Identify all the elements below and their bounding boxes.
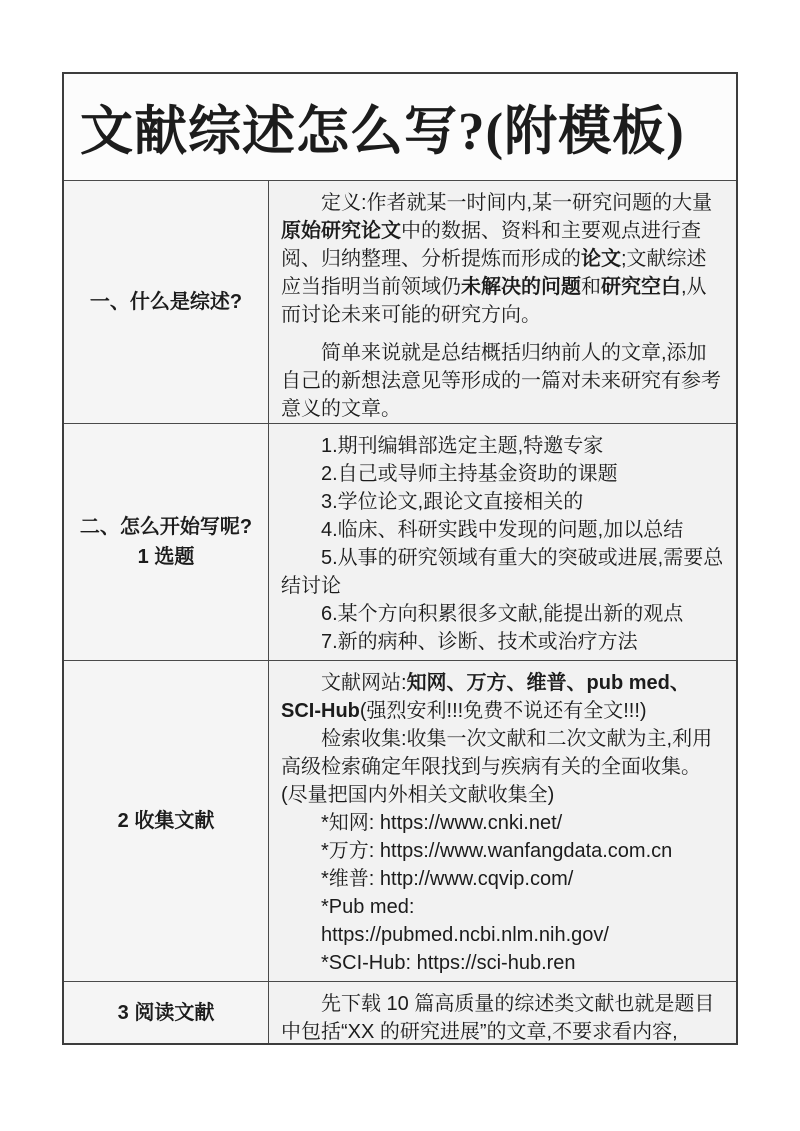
paragraph — [281, 189, 726, 329]
paragraph — [281, 600, 726, 628]
text-segment: 研究空白 — [601, 276, 681, 298]
document-title: 文献综述怎么写?(附模板) — [64, 74, 736, 180]
text-segment: 知网、万方、维普、pub med、SCI-Hub — [281, 672, 690, 722]
header-line: 3 阅读文献 — [117, 1001, 215, 1024]
text-segment: 和 — [581, 276, 601, 298]
table-row-topic-selection — [64, 423, 736, 660]
paragraph — [281, 669, 726, 725]
text-segment: 先下载 10 篇高质量的综述类文献也就是题目中包括“XX 的研究进展”的文章,不要求看内容, — [281, 993, 715, 1043]
text-segment: 5.从事的研究领域有重大的突破或进展,需要总结讨论 — [281, 547, 724, 597]
text-segment: 简单来说就是总结概括归纳前人的文章,添加自己的新想法意见等形成的一篇对未来研究有参考意义的文章。 — [281, 342, 721, 420]
text-segment: ,从而讨论未来可能的研究方向。 — [281, 276, 707, 326]
text-segment: *Pub med: — [321, 896, 415, 918]
text-segment: 未解决的问题 — [461, 276, 581, 298]
row-header-read-literature — [64, 982, 269, 1043]
paragraph — [281, 837, 726, 865]
paragraph — [281, 725, 726, 809]
text-segment: 3.学位论文,跟论文直接相关的 — [321, 491, 584, 513]
text-segment: 7.新的病种、诊断、技术或治疗方法 — [321, 631, 638, 653]
paragraph — [281, 628, 726, 656]
row-header-collect-literature — [64, 661, 269, 981]
text-segment: 原始研究论文 — [281, 220, 401, 242]
table-row-collect-literature — [64, 660, 736, 981]
paragraph — [281, 865, 726, 893]
row-header-what-is-review — [64, 181, 269, 423]
paragraph — [281, 544, 726, 600]
text-segment: 中的数据、资料和主要观点进行查阅、归纳整理、分析提炼而形成的 — [281, 220, 701, 270]
text-segment: *知网: https://www.cnki.net/ — [321, 812, 563, 834]
paragraph — [281, 516, 726, 544]
header-line: 1 选题 — [137, 546, 195, 568]
header-line: 二、怎么开始写呢? — [79, 516, 253, 538]
text-segment: 1.期刊编辑部选定主题,特邀专家 — [321, 435, 604, 457]
text-segment: *维普: http://www.cqvip.com/ — [321, 868, 574, 890]
document-table — [62, 72, 738, 1045]
text-segment: (强烈安利!!!免费不说还有全文!!!) — [359, 700, 647, 722]
paragraph — [281, 949, 726, 977]
paragraph — [281, 460, 726, 488]
row-content-collect-literature — [269, 661, 736, 981]
text-segment: 检索收集:收集一次文献和二次文献为主,利用高级检索确定年限找到与疾病有关的全面收集。(尽量把国内外相关文献收集全) — [281, 728, 713, 806]
row-header-topic-selection — [64, 424, 269, 660]
paragraph — [281, 893, 726, 921]
text-segment: 2.自己或导师主持基金资助的课题 — [321, 463, 618, 485]
paragraph — [281, 488, 726, 516]
text-segment: 6.某个方向积累很多文献,能提出新的观点 — [321, 603, 684, 625]
paragraph — [281, 432, 726, 460]
paragraph — [281, 339, 726, 423]
text-segment: 文献网站: — [321, 672, 407, 694]
row-content-topic-selection — [269, 424, 736, 660]
text-segment: ;文献综述应当指明当前领域仍 — [281, 248, 707, 298]
paragraph — [281, 990, 726, 1043]
table-row-what-is-review — [64, 180, 736, 423]
text-segment: 论文 — [581, 248, 621, 270]
text-segment: 4.临床、科研实践中发现的问题,加以总结 — [321, 519, 684, 541]
row-content-what-is-review — [269, 181, 736, 423]
paragraph — [281, 809, 726, 837]
text-segment: *SCI-Hub: https://sci-hub.ren — [321, 952, 576, 974]
text-segment: https://pubmed.ncbi.nlm.nih.gov/ — [321, 924, 609, 946]
header-line: 2 收集文献 — [117, 810, 215, 832]
text-segment: 定义:作者就某一时间内,某一研究问题的大量 — [321, 192, 713, 214]
table-row-read-literature — [64, 981, 736, 1043]
header-line: 一、什么是综述? — [89, 291, 243, 313]
row-content-read-literature — [269, 982, 736, 1043]
text-segment: *万方: https://www.wanfangdata.com.cn — [321, 840, 673, 862]
paragraph — [281, 921, 726, 949]
